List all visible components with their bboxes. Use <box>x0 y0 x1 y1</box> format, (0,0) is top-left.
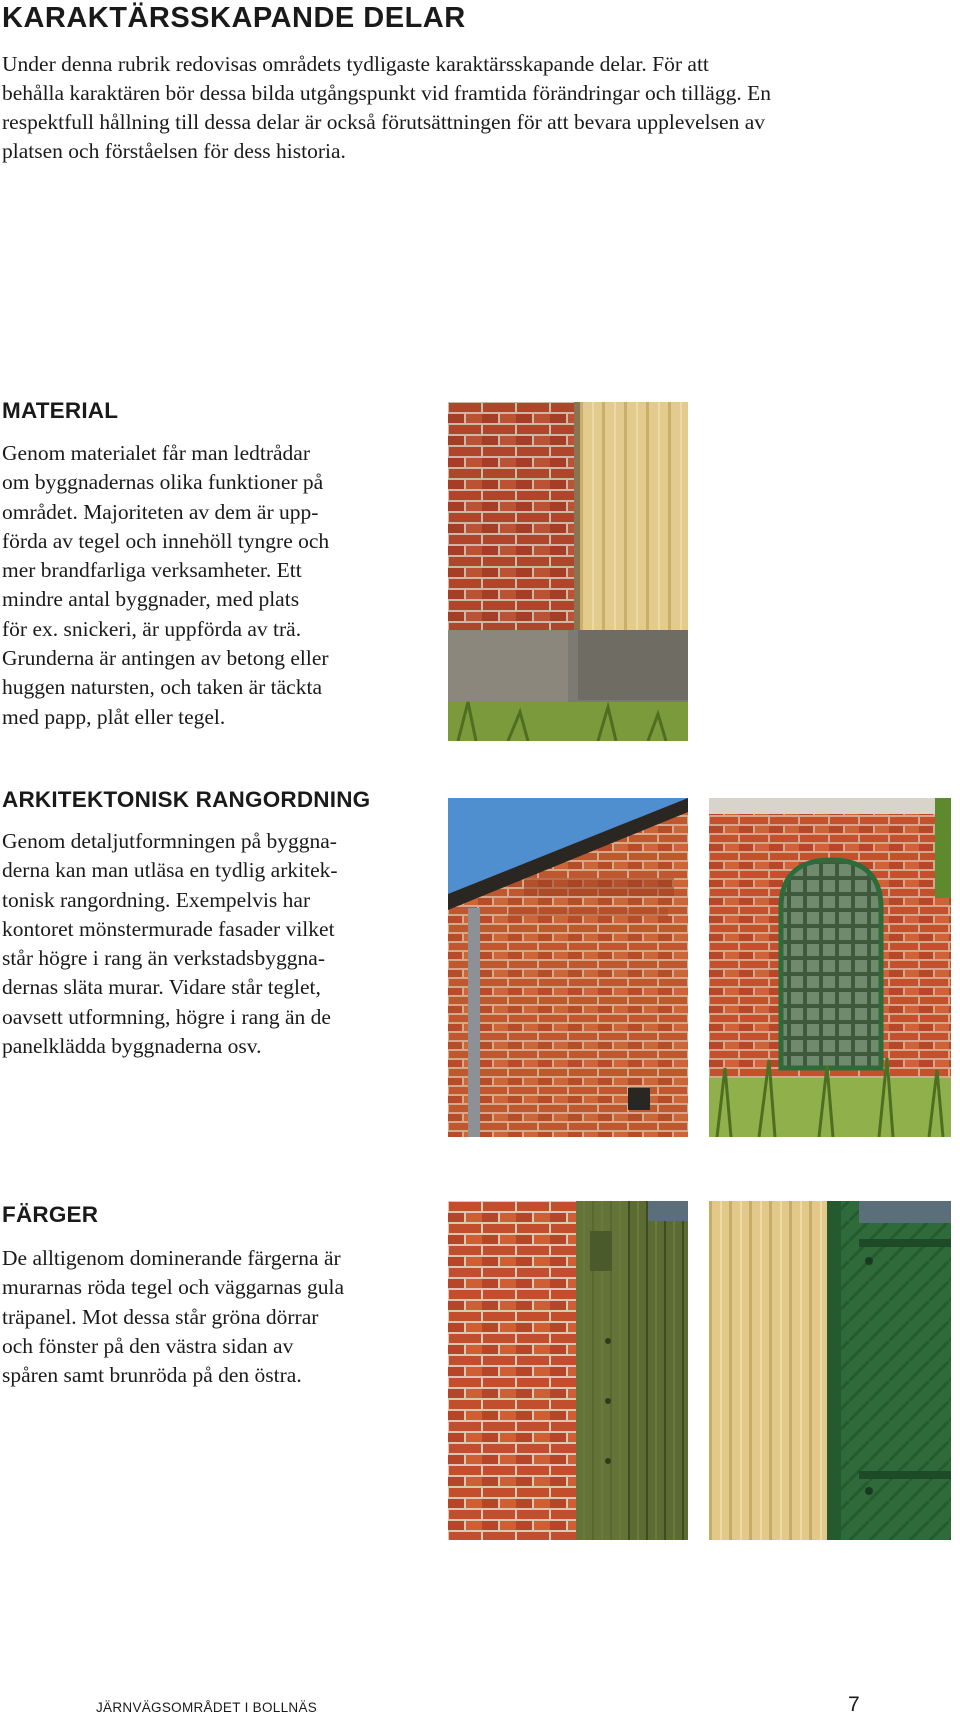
section-title-rangordning: ARKITEKTONISK RANGORDNING <box>2 787 371 812</box>
text-line: oavsett utformning, högre i rang än de <box>2 1004 331 1029</box>
text-line: De alltigenom dominerande färgerna är <box>2 1246 341 1270</box>
intro-paragraph: Under denna rubrik redovisas områdets tydligaste karaktärsskapande delar. För att behålla karaktären bör dessa bilda utgångspunkt vid framtida förändringar och tillägg. En respektfull hållning till dessa delar är också förutsättningen för att bevara upplevelsen av platsen och förståelsen för dess historia. <box>2 52 771 163</box>
section-body-material <box>2 439 402 732</box>
text-line: mindre antal byggnader, med plats <box>2 587 300 612</box>
text-line: om byggnadernas olika funktioner på <box>2 470 324 495</box>
text-line: förda av tegel och innehöll tyngre och <box>2 528 330 553</box>
page-number: 7 <box>848 1693 860 1716</box>
text-line: står högre i rang än verkstadsbyggna- <box>2 946 325 971</box>
text-line: Genom materialet får man ledtrådar <box>2 441 311 465</box>
text-line: murarnas röda tegel och väggarnas gula <box>2 1275 345 1300</box>
text-line: området. Majoriteten av dem är upp- <box>2 499 319 524</box>
section-title-material: MATERIAL <box>2 398 119 423</box>
text-line: för ex. snickeri, är uppförda av trä. <box>2 616 302 641</box>
section-body-rangordning <box>2 827 402 1061</box>
text-line: mer brandfarliga verksamheter. Ett <box>2 558 302 583</box>
photo-brick-and-panel <box>448 402 688 741</box>
text-line: panelklädda byggnaderna osv. <box>2 1034 262 1059</box>
text-line: och fönster på den västra sidan av <box>2 1333 294 1358</box>
text-line: Grunderna är antingen av betong eller <box>2 646 329 671</box>
text-line: huggen natursten, och taken är täckta <box>2 675 322 700</box>
text-line: dernas släta murar. Vidare står teglet, <box>2 975 321 1000</box>
text-line: tonisk rangordning. Exempelvis har <box>2 887 311 912</box>
footer-title: JÄRNVÄGSOMRÅDET I BOLLNÄS <box>96 1700 318 1715</box>
section-title-farger: FÄRGER <box>2 1202 99 1227</box>
text-line: Genom detaljutformningen på byggna- <box>2 829 337 853</box>
text-line: derna kan man utläsa en tydlig arkitek- <box>2 858 338 883</box>
photo-brick-green-window <box>709 798 951 1137</box>
photo-brick-olive-door <box>448 1201 688 1540</box>
text-line: träpanel. Mot dessa står gröna dörrar <box>2 1304 319 1329</box>
photo-yellow-panel-green-door <box>709 1201 951 1540</box>
text-line: med papp, plåt eller tegel. <box>2 704 226 729</box>
page-heading: KARAKTÄRSSKAPANDE DELAR <box>2 2 466 34</box>
text-line: kontoret mönstermurade fasader vilket <box>2 916 335 941</box>
photo-brick-corner-sky <box>448 798 688 1137</box>
section-body-farger <box>2 1244 402 1390</box>
text-line: spåren samt brunröda på den östra. <box>2 1363 302 1388</box>
